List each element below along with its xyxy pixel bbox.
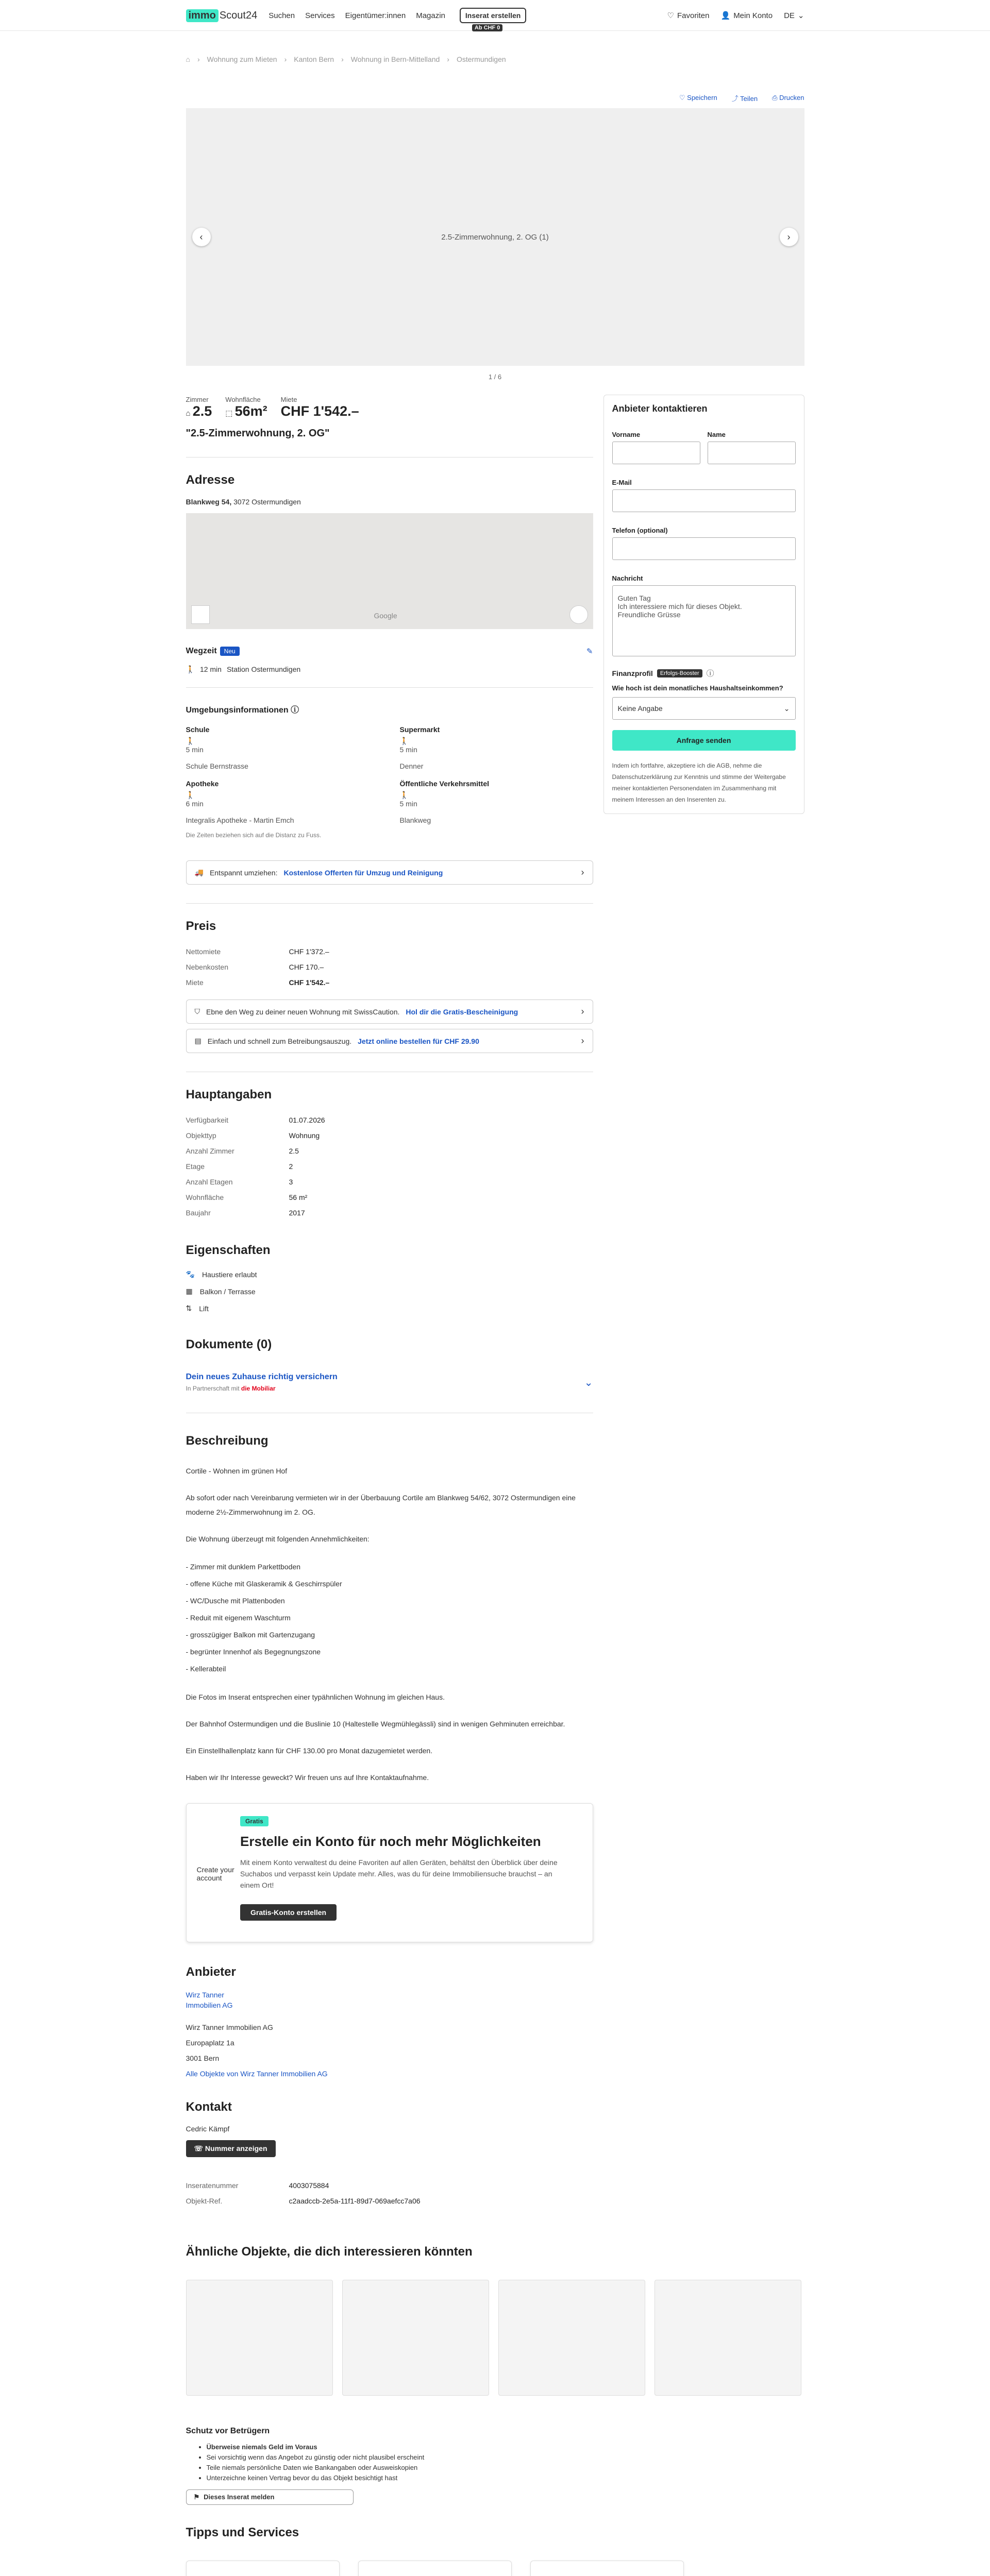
main-nav xyxy=(269,11,456,20)
feature-label: Balkon / Terrasse xyxy=(199,1287,256,1296)
info-row xyxy=(186,1112,593,1128)
description-paragraph: Ein Einstellhallenplatz kann für CHF 130.00 pro Monat dazugemietet werden. xyxy=(186,1747,433,1755)
breadcrumb xyxy=(186,31,804,88)
walk-icon: 🚶 xyxy=(399,791,409,799)
info-value: 56 m² xyxy=(289,1193,308,1201)
moving-offer-text: Entspannt umziehen: xyxy=(209,868,278,877)
info-value: 01.07.2026 xyxy=(289,1116,325,1124)
logo-badge: immo xyxy=(186,9,219,22)
info-value: 2017 xyxy=(289,1209,305,1217)
fullscreen-icon[interactable] xyxy=(569,605,588,624)
description-paragraph: Die Wohnung überzeugt mit folgenden Annehmlichkeiten: xyxy=(186,1535,370,1543)
chevron-down-icon: ⌄ xyxy=(584,1377,593,1388)
provider-name: Wirz Tanner Immobilien AG xyxy=(186,2023,273,2031)
swisscaution-text: Ebne den Weg zu deiner neuen Wohnung mit SwissCaution. xyxy=(206,1007,400,1016)
key-fact-rent xyxy=(281,396,359,419)
description-heading: Beschreibung xyxy=(186,1434,269,1448)
description-paragraph: Cortile - Wohnen im grünen Hof xyxy=(186,1467,288,1475)
tips-heading: Tipps und Services xyxy=(186,2526,299,2539)
description-list-item: - Zimmer mit dunklem Parkettboden xyxy=(186,1563,301,1571)
account-link[interactable] xyxy=(721,11,773,20)
insurance-partner-text: In Partnerschaft mit xyxy=(186,1385,240,1392)
flag-icon: ⚑ xyxy=(193,2493,200,2501)
listing-actions xyxy=(186,88,804,108)
rooms-label: Zimmer xyxy=(186,396,209,403)
travel-station: Station Ostermundigen xyxy=(226,665,301,673)
price-value: CHF 1'542.– xyxy=(289,978,330,987)
tip-card xyxy=(358,2561,512,2576)
description-section xyxy=(186,1413,593,1785)
create-account-button[interactable]: Gratis-Konto erstellen xyxy=(240,1904,337,1921)
listing-title: "2.5-Zimmerwohnung, 2. OG" xyxy=(186,428,330,439)
gallery-counter: 1 / 6 xyxy=(488,373,502,381)
surroundings-time: 5 min xyxy=(399,800,417,808)
walk-icon: 🚶 xyxy=(399,737,409,745)
chevron-right-icon: › xyxy=(581,867,584,877)
surroundings-item xyxy=(186,725,379,770)
similar-section xyxy=(186,2209,804,2396)
email-label: E-Mail xyxy=(612,479,632,486)
description-paragraph: Die Fotos im Inserat entsprechen einer typähnlichen Wohnung im gleichen Haus. xyxy=(186,1693,445,1701)
income-select-value: Keine Angabe xyxy=(617,704,663,713)
document-icon: ▤ xyxy=(194,1037,202,1045)
home-icon[interactable]: ⌂ xyxy=(186,55,190,63)
favorites-label: Favoriten xyxy=(677,11,710,20)
price-label: Nettomiete xyxy=(186,947,221,956)
breadcrumb-current: Ostermundigen xyxy=(456,55,506,63)
info-row xyxy=(186,1143,593,1159)
report-listing-button[interactable] xyxy=(186,2489,354,2505)
features-heading: Eigenschaften xyxy=(186,1243,271,1257)
info-row xyxy=(186,1159,593,1174)
similar-listing-card[interactable] xyxy=(342,2280,489,2396)
info-value: 2.5 xyxy=(289,1147,299,1155)
reference-value: c2aadccb-2e5a-11f1-89d7-069aefcc7a06 xyxy=(289,2197,421,2205)
debt-extract-banner[interactable] xyxy=(186,1029,593,1053)
surroundings-time: 5 min xyxy=(399,745,417,754)
surroundings-section xyxy=(186,687,593,903)
area-icon: ⬚ xyxy=(225,409,235,418)
area-label: Wohnfläche xyxy=(225,396,261,403)
promo-left-label: Create your account xyxy=(196,1866,234,1882)
description-paragraph: Der Bahnhof Ostermundigen und die Buslinie 10 (Haltestelle Wegmühlegässli) sind in wenigen Gehminuten erreichbar. xyxy=(186,1720,565,1728)
address-street: Blankweg 54, xyxy=(186,498,232,506)
reference-label: Inseratenummer xyxy=(186,2181,239,2190)
fraud-tip: • Überweise niemals Geld im Voraus xyxy=(207,2442,804,2452)
surroundings-name: Denner xyxy=(399,762,424,770)
price-row xyxy=(186,959,593,975)
provider-section xyxy=(186,1965,593,2081)
last-name-input[interactable] xyxy=(708,442,796,464)
phone-label: Telefon (optional) xyxy=(612,527,668,534)
rent-label: Miete xyxy=(280,396,297,403)
fraud-section xyxy=(186,2427,804,2505)
debt-extract-link[interactable]: Jetzt online bestellen für CHF 29.90 xyxy=(358,1037,479,1045)
info-label: Objekttyp xyxy=(186,1131,216,1140)
price-label: Miete xyxy=(186,978,204,987)
insurance-accordion[interactable] xyxy=(186,1372,593,1413)
price-value: CHF 170.– xyxy=(289,963,324,971)
similar-listing-card[interactable] xyxy=(655,2280,801,2396)
image-gallery[interactable] xyxy=(186,108,804,366)
surroundings-name: Blankweg xyxy=(399,816,431,824)
main-info-section xyxy=(186,1072,593,1234)
surroundings-time: 5 min xyxy=(186,745,204,754)
save-button[interactable]: ♡ Speichern xyxy=(679,94,717,101)
fraud-tip: • Teile niemals persönliche Daten wie Bankangaben oder Ausweiskopien xyxy=(207,2463,804,2473)
description-list-item: - Kellerabteil xyxy=(186,1665,226,1673)
similar-listing-card[interactable] xyxy=(186,2280,333,2396)
description-list-item: - grosszügiger Balkon mit Gartenzugang xyxy=(186,1631,315,1639)
documents-heading: Dokumente (0) xyxy=(186,1337,272,1351)
price-row xyxy=(186,975,593,990)
swisscaution-banner[interactable] xyxy=(186,999,593,1024)
map[interactable] xyxy=(186,513,593,629)
price-label: Nebenkosten xyxy=(186,963,229,971)
chevron-left-icon[interactable]: ‹ xyxy=(192,228,211,246)
breadcrumb-separator: › xyxy=(197,55,200,63)
income-question: Wie hoch ist dein monatliches Haushaltseinkommen? xyxy=(612,684,783,692)
shield-icon: ⛉ xyxy=(194,1007,200,1015)
walk-icon: 🚶 xyxy=(186,665,195,673)
rooms-icon: ⌂ xyxy=(186,409,193,418)
reference-value: 4003075884 xyxy=(289,2181,329,2190)
description-list-item: - WC/Dusche mit Plattenboden xyxy=(186,1597,285,1605)
language-switch[interactable] xyxy=(784,11,804,20)
nav-magazine[interactable]: Magazin xyxy=(416,11,445,20)
promo-title: Erstelle ein Konto für noch mehr Möglichkeiten xyxy=(240,1834,541,1849)
create-listing-price-tag: Ab CHF 0 xyxy=(472,24,503,31)
swisscaution-link[interactable]: Hol dir die Gratis-Bescheinigung xyxy=(406,1007,518,1016)
info-label: Verfügbarkeit xyxy=(186,1116,228,1124)
share-button[interactable]: ⤴ Teilen xyxy=(731,94,758,103)
info-row xyxy=(186,1205,593,1221)
send-request-button[interactable]: Anfrage senden xyxy=(612,730,796,751)
chevron-right-icon: › xyxy=(581,1006,584,1016)
share-label: Teilen xyxy=(740,94,758,103)
new-badge: Neu xyxy=(220,647,240,656)
chevron-down-icon: ⌄ xyxy=(797,11,804,20)
surroundings-item xyxy=(400,725,593,770)
main-info-heading: Hauptangaben xyxy=(186,1088,272,1101)
address-section xyxy=(186,457,593,687)
feature-label: Haustiere erlaubt xyxy=(202,1270,257,1279)
price-row xyxy=(186,944,593,959)
surroundings-heading: Umgebungsinformationen xyxy=(186,706,289,715)
feature-item xyxy=(186,1283,593,1300)
fraud-heading: Schutz vor Betrügern xyxy=(186,2427,270,2435)
first-name-label: Vorname xyxy=(612,431,641,438)
reference-row xyxy=(186,2193,593,2209)
breadcrumb-item[interactable]: Wohnung in Bern-Mittelland xyxy=(350,55,440,63)
info-icon[interactable]: ⓘ xyxy=(706,669,714,678)
legal-notice: Indem ich fortfahre, akzeptiere ich die AGB, nehme die Datenschutzerklärung zur Kenntnis und stimme der Weitergabe meiner kontaktierten Personendaten im Zusammenhang mit meinem Interessen an den Inserenten zu. xyxy=(612,762,786,803)
info-value: 3 xyxy=(289,1178,293,1186)
fraud-tip: • Unterzeichne keinen Vertrag bevor du das Objekt besichtigt hast xyxy=(207,2473,804,2483)
last-name-label: Name xyxy=(707,431,726,438)
income-select[interactable] xyxy=(612,697,796,720)
truck-icon: 🚚 xyxy=(194,868,204,876)
provider-all-listings-link[interactable]: Alle Objekte von Wirz Tanner Immobilien AG xyxy=(186,2070,328,2078)
walk-icon: 🚶 xyxy=(186,737,195,745)
message-textarea[interactable] xyxy=(612,585,796,656)
create-listing-label: Inserat erstellen xyxy=(465,11,521,20)
description-paragraph: Haben wir Ihr Interesse geweckt? Wir freuen uns auf Ihre Kontaktaufnahme. xyxy=(186,1773,429,1782)
save-label: Speichern xyxy=(687,94,717,101)
contact-heading: Kontakt xyxy=(186,2100,232,2114)
success-booster-badge: Erfolgs-Booster xyxy=(657,669,702,677)
contact-person: Cedric Kämpf xyxy=(186,2125,230,2133)
contact-form xyxy=(603,395,804,814)
area-value: 56m² xyxy=(234,403,267,419)
description-list-item: - Reduit mit eigenem Waschturm xyxy=(186,1614,291,1622)
email-input[interactable] xyxy=(612,489,796,512)
account-promo-card xyxy=(186,1803,593,1942)
price-value: CHF 1'372.– xyxy=(289,947,329,956)
info-label: Wohnfläche xyxy=(186,1193,224,1201)
price-section xyxy=(186,903,593,1072)
nav-search[interactable]: Suchen xyxy=(269,11,295,20)
moving-offer-link[interactable]: Kostenlose Offerten für Umzug und Reinigung xyxy=(283,868,443,877)
info-row xyxy=(186,1190,593,1205)
provider-logo-link[interactable]: Wirz Tanner Immobilien AG xyxy=(186,1991,233,2009)
favorites-link[interactable] xyxy=(667,11,710,20)
surroundings-name: Integralis Apotheke - Martin Emch xyxy=(186,816,294,824)
info-label: Anzahl Etagen xyxy=(186,1178,233,1186)
finance-profile-label: Finanzprofil xyxy=(612,669,653,677)
edit-icon[interactable]: ✎ xyxy=(586,647,593,656)
show-number-button[interactable] xyxy=(186,2140,276,2157)
key-fact-area xyxy=(225,396,267,419)
heart-icon: ♡ xyxy=(667,11,674,20)
info-value: 2 xyxy=(289,1162,293,1171)
feature-item xyxy=(186,1300,593,1317)
contact-form-heading: Anbieter kontaktieren xyxy=(612,403,708,414)
key-facts xyxy=(186,396,593,419)
similar-heading: Ähnliche Objekte, die dich interessieren könnten xyxy=(186,2245,473,2259)
description-list xyxy=(186,1558,593,1677)
walk-icon: 🚶 xyxy=(186,791,195,799)
chevron-right-icon[interactable]: › xyxy=(780,228,798,246)
map-control[interactable] xyxy=(191,605,210,624)
rent-value: CHF 1'542.– xyxy=(280,403,359,419)
info-icon[interactable]: ⓘ xyxy=(291,706,299,715)
language-label: DE xyxy=(784,11,795,20)
surroundings-name: Schule Bernstrasse xyxy=(186,762,248,770)
feature-item xyxy=(186,1266,593,1283)
chevron-down-icon: ⌄ xyxy=(783,704,790,713)
message-label: Nachricht xyxy=(612,574,643,582)
insurance-title: Dein neues Zuhause richtig versichern xyxy=(186,1372,338,1381)
phone-icon: ☏ xyxy=(194,2144,205,2153)
surroundings-category: Schule xyxy=(186,725,210,734)
provider-city: 3001 Bern xyxy=(186,2054,220,2062)
paw-icon: 🐾 xyxy=(186,1270,195,1278)
surroundings-note: Die Zeiten beziehen sich auf die Distanz zu Fuss. xyxy=(186,832,322,839)
breadcrumb-separator: › xyxy=(284,55,287,63)
provider-street: Europaplatz 1a xyxy=(186,2039,234,2047)
info-row xyxy=(186,1174,593,1190)
google-logo: Google xyxy=(374,612,397,620)
address-city: 3072 Ostermundigen xyxy=(233,498,301,506)
reference-row xyxy=(186,2178,593,2193)
phone-input[interactable] xyxy=(612,537,796,560)
first-name-input[interactable] xyxy=(612,442,700,464)
reference-label: Objekt-Ref. xyxy=(186,2197,223,2205)
print-label: Drucken xyxy=(779,94,804,101)
surroundings-time: 6 min xyxy=(186,800,204,808)
info-value: Wohnung xyxy=(289,1131,320,1140)
logo-text: Scout24 xyxy=(219,9,258,21)
surroundings-category: Supermarkt xyxy=(399,725,440,734)
balcony-icon: ▦ xyxy=(186,1287,193,1295)
info-label: Anzahl Zimmer xyxy=(186,1147,234,1155)
address-heading: Adresse xyxy=(186,473,235,487)
gratis-badge: Gratis xyxy=(240,1816,269,1826)
rooms-value: 2.5 xyxy=(192,403,212,419)
features-section xyxy=(186,1234,593,1413)
breadcrumb-item[interactable]: Wohnung zum Mieten xyxy=(207,55,277,63)
travel-duration: 12 min xyxy=(199,665,222,673)
print-button[interactable]: ⎙ Drucken xyxy=(772,94,804,101)
info-label: Baujahr xyxy=(186,1209,211,1217)
surroundings-item xyxy=(400,779,593,824)
price-heading: Preis xyxy=(186,919,216,933)
fraud-tip: • Sei vorsichtig wenn das Angebot zu günstig oder nicht plausibel erscheint xyxy=(207,2452,804,2463)
nav-services[interactable]: Services xyxy=(305,11,335,20)
similar-listing-card[interactable] xyxy=(498,2280,645,2396)
description-list-item: - offene Küche mit Glaskeramik & Geschirrspüler xyxy=(186,1580,342,1588)
tip-card xyxy=(530,2561,684,2576)
gallery-image-caption: 2.5-Zimmerwohnung, 2. OG (1) xyxy=(441,232,549,242)
elevator-icon: ⇅ xyxy=(186,1304,192,1312)
breadcrumb-separator: › xyxy=(341,55,344,63)
user-icon: 👤 xyxy=(720,11,731,20)
promo-text: Mit einem Konto verwaltest du deine Favoriten auf allen Geräten, behältst den Überblick über deine Suchabos und verpasst kein Update mehr. Alles, was du für deine Immobiliensuche brauchst – an einem Ort! xyxy=(240,1858,558,1889)
account-label: Mein Konto xyxy=(733,11,773,20)
surroundings-category: Öffentliche Verkehrsmittel xyxy=(399,779,490,788)
surroundings-category: Apotheke xyxy=(186,779,219,788)
contact-section xyxy=(186,2100,593,2209)
listing-main-column xyxy=(186,388,593,2209)
breadcrumb-separator: › xyxy=(447,55,449,63)
tip-card xyxy=(186,2561,340,2576)
key-fact-rooms xyxy=(186,396,212,419)
nav-owners[interactable]: Eigentümer:innen xyxy=(345,11,406,20)
provider-heading: Anbieter xyxy=(186,1965,236,1979)
top-navigation-bar xyxy=(0,0,990,31)
travel-time-heading: Wegzeit xyxy=(186,647,217,655)
tips-section xyxy=(186,2505,804,2576)
create-listing-button[interactable] xyxy=(460,8,526,31)
report-listing-label: Dieses Inserat melden xyxy=(204,2493,275,2501)
contact-sidebar xyxy=(603,388,804,2209)
debt-extract-text: Einfach und schnell zum Betreibungsauszug. xyxy=(207,1037,352,1045)
info-row xyxy=(186,1128,593,1143)
mobiliar-logo: die Mobiliar xyxy=(241,1385,276,1392)
surroundings-item xyxy=(186,779,379,824)
description-paragraph: Ab sofort oder nach Vereinbarung vermieten wir in der Überbauung Cortile am Blankweg 54/62, 3072 Ostermundigen eine moderne 2½-Zimmerwohnung im 2. OG. xyxy=(186,1494,576,1516)
moving-offer-banner[interactable] xyxy=(186,860,593,885)
info-label: Etage xyxy=(186,1162,205,1171)
chevron-right-icon: › xyxy=(581,1036,584,1046)
feature-label: Lift xyxy=(199,1304,209,1313)
breadcrumb-item[interactable]: Kanton Bern xyxy=(294,55,334,63)
immoscout24-logo[interactable] xyxy=(186,9,258,22)
description-list-item: - begrünter Innenhof als Begegnungszone xyxy=(186,1648,321,1656)
show-number-label: Nummer anzeigen xyxy=(205,2144,267,2153)
